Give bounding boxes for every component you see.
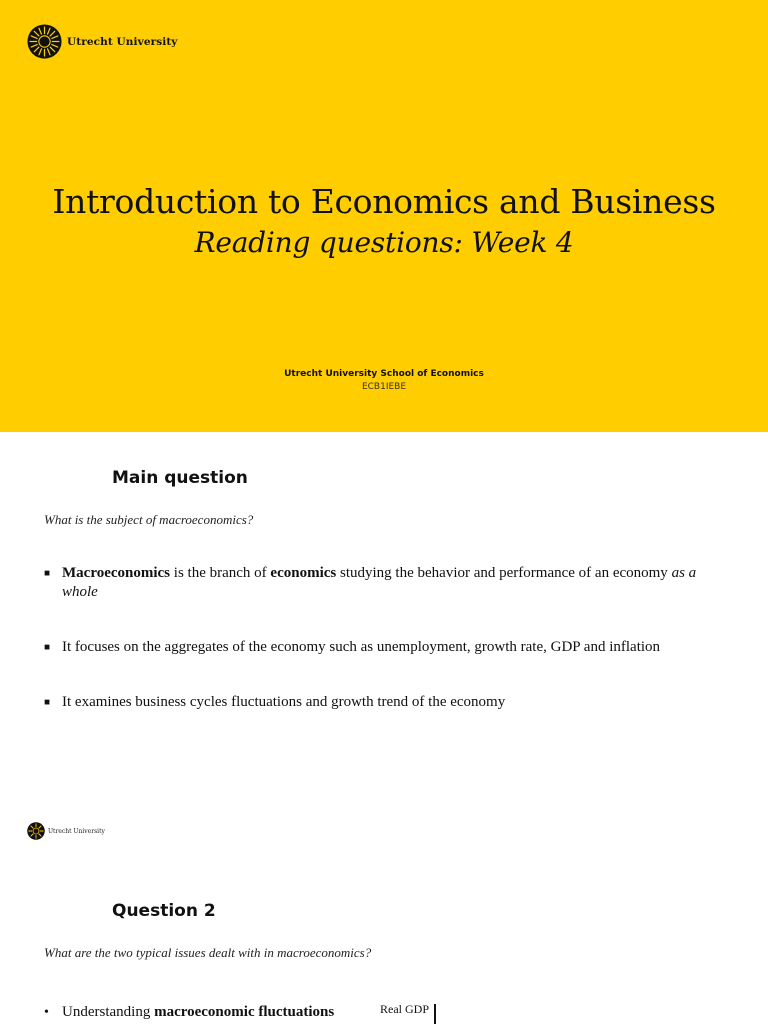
bullet-text: Understanding: [62, 1004, 155, 1020]
slide-heading: Question 2: [112, 901, 216, 921]
slide-heading: Main question: [112, 468, 248, 488]
title-slide: [0, 0, 768, 432]
slide-title: Introduction to Economics and Business: [52, 182, 716, 221]
slide-main-question: [0, 432, 768, 864]
bullet-item: [44, 564, 724, 602]
bullet-list: [44, 638, 724, 657]
bullet-item: [44, 693, 724, 712]
question-text: What is the subject of macroeconomics?: [44, 512, 254, 527]
logo-wordmark: Utrecht University: [67, 35, 178, 48]
school-block: [0, 368, 768, 394]
sun-seal-icon: [27, 822, 45, 840]
bullet-text: It examines business cycles fluctuations and growth trend of the economy: [62, 694, 506, 710]
slide-subtitle: Reading questions: Week 4: [194, 226, 574, 259]
bullet-text: It focuses on the aggregates of the economy such as unemployment, growth rate, GDP and inflation: [62, 639, 661, 655]
bullet-text: is the branch of: [170, 565, 271, 581]
graph-y-axis: [434, 1004, 436, 1024]
round-bullet-icon: •: [44, 1005, 49, 1020]
question-text: What are the two typical issues dealt with in macroeconomics?: [44, 945, 372, 960]
term-macroeconomics: Macroeconomics: [62, 565, 171, 581]
square-bullet-icon: ■: [44, 697, 51, 708]
graph-axis-label: Real GDP: [380, 1002, 429, 1016]
logo-wordmark: Utrecht University: [48, 827, 105, 835]
slide-question-2: [0, 864, 768, 1024]
course-code: ECB1IEBE: [361, 382, 407, 392]
square-bullet-icon: ■: [44, 568, 51, 579]
bullet-item: [44, 638, 724, 657]
emphasis-text: as a whole: [62, 565, 697, 600]
bullet-list: [44, 693, 724, 712]
title-block: [0, 180, 768, 262]
bullet-text: studying the behavior and performance of an economy: [336, 565, 672, 581]
bullet-list: [44, 564, 724, 602]
school-name: Utrecht University School of Economics: [284, 369, 484, 379]
university-logo-small: [27, 822, 105, 840]
university-logo: [27, 24, 178, 59]
sun-seal-icon: [27, 24, 62, 59]
square-bullet-icon: ■: [44, 642, 51, 653]
term-fluctuations: macroeconomic fluctuations: [154, 1004, 335, 1020]
term-economics: economics: [270, 565, 337, 581]
